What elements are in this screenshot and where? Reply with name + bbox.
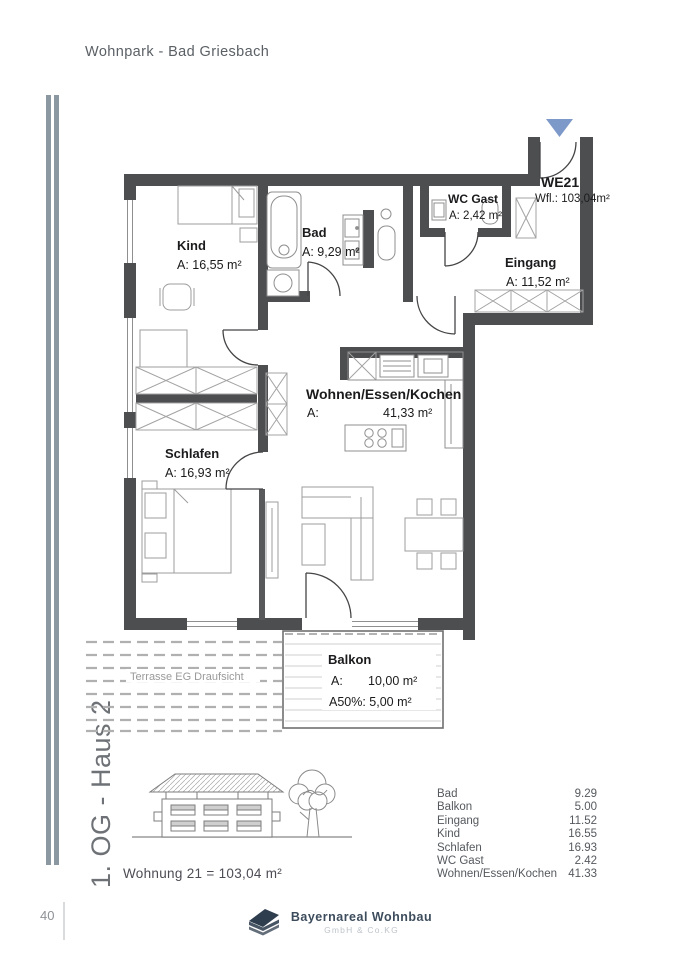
company-legal-form: GmbH & Co.KG	[324, 924, 399, 935]
room-area-kind: A: 16,55 m²	[177, 258, 242, 272]
entrance-arrow-icon	[546, 119, 573, 137]
room-area-wc-gast: A: 2,42 m²	[449, 210, 503, 222]
sofa	[302, 487, 373, 518]
furniture-kind	[140, 186, 257, 367]
terrace-label: Terrasse EG Draufsicht	[130, 671, 244, 683]
table-row: Eingang 11.52	[437, 814, 597, 827]
nightstand	[142, 481, 157, 489]
furniture-living	[266, 487, 463, 580]
door-entry	[540, 142, 576, 178]
chair	[163, 284, 191, 310]
table-row: WC Gast 2.42	[437, 855, 597, 868]
door-balkon	[306, 573, 351, 618]
page-number: 40	[40, 908, 55, 923]
table-row: Bad 9.29	[437, 788, 597, 800]
chair	[417, 499, 432, 515]
room-area-balkon: 10,00 m²	[368, 674, 418, 688]
room-label-wohnen: Wohnen/Essen/Kochen	[306, 386, 462, 402]
room-label-schlafen: Schlafen	[165, 446, 220, 461]
page-title: Wohnpark - Bad Griesbach	[85, 44, 270, 60]
dining-table	[405, 518, 463, 551]
room-area-schlafen: A: 16,93 m²	[165, 466, 230, 480]
chair	[441, 499, 456, 515]
unit-code: WE21	[541, 174, 580, 190]
room-area-label-balkon: A:	[331, 674, 343, 688]
room-area-wohnen: 41,33 m²	[383, 406, 433, 420]
room-label-balkon: Balkon	[328, 652, 372, 667]
toilet	[381, 209, 391, 219]
room-area-label-wohnen: A:	[307, 406, 319, 420]
room-label-kind: Kind	[177, 238, 206, 253]
footer	[0, 906, 678, 938]
unit-area: Wfl.: 103,04m²	[535, 193, 610, 205]
room-area-bad: A: 9,29 m²	[302, 245, 360, 259]
room-label-wc-gast: WC Gast	[448, 192, 499, 206]
nightstand	[142, 574, 157, 582]
chair	[441, 553, 456, 569]
nightstand	[240, 228, 257, 242]
table-row: Balkon 5.00	[437, 801, 597, 814]
desk	[140, 330, 187, 367]
door-eingang	[417, 296, 455, 334]
company-logo-icon	[246, 906, 282, 938]
room-label-bad: Bad	[302, 225, 327, 240]
room-label-eingang: Eingang	[505, 255, 557, 270]
tree-icon	[289, 770, 335, 837]
terrace	[86, 642, 282, 731]
apartment-summary: Wohnung 21 = 103,04 m²	[123, 866, 283, 881]
room-area-eingang: A: 11,52 m²	[506, 275, 570, 289]
table-row: Kind 16.55	[437, 828, 597, 841]
room-area-table	[437, 788, 597, 882]
door-schlafen	[226, 452, 263, 489]
floor-house-label: 1. OG - Haus 2	[86, 699, 116, 888]
table-row: Schlafen 16.93	[437, 841, 597, 854]
chair	[417, 553, 432, 569]
coffee-table	[302, 524, 325, 565]
room-area50-balkon: A50%: 5,00 m²	[329, 695, 412, 709]
furniture-schlafen	[142, 481, 231, 582]
door-kind	[223, 330, 258, 365]
door-bad	[308, 262, 340, 296]
table-row: Wohnen/Essen/Kochen 41.33	[437, 868, 597, 881]
company-name: Bayernareal Wohnbau	[290, 909, 433, 924]
door-wc	[445, 232, 478, 266]
building-elevation	[132, 770, 352, 837]
balcony	[283, 631, 443, 728]
bath-fixtures	[267, 192, 498, 296]
